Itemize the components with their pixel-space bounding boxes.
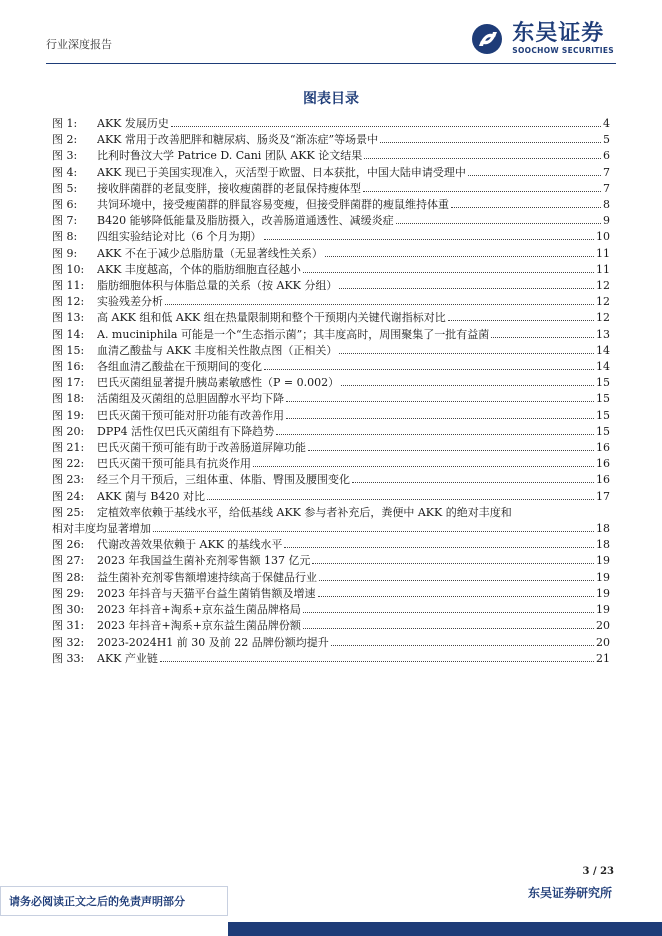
toc-entry-label: 图 2: — [52, 133, 78, 147]
toc-entry-page: 19 — [596, 554, 610, 568]
toc-entry[interactable] — [52, 602, 610, 618]
toc-entry-label: 图 5: — [52, 181, 78, 195]
toc-title: 图表目录 — [303, 91, 359, 107]
toc-entry-text: 各组血清乙酸盐在干预期间的变化 — [97, 360, 262, 374]
toc-entry[interactable] — [52, 262, 610, 278]
toc-entry[interactable] — [52, 489, 610, 505]
toc-entry-text: 脂肪细胞体积与体脂总量的关系（按 AKK 分组） — [97, 279, 338, 293]
toc-entry-text: 巴氏灭菌干预可能具有抗炎作用 — [97, 457, 251, 471]
toc-entry-page: 12 — [596, 295, 610, 309]
toc-entry-text: 2023-2024H1 前 30 及前 22 品牌份额均提升 — [97, 635, 329, 649]
toc-entry-text: 四组实验结论对比（6 个月为期） — [97, 230, 262, 244]
toc-entry[interactable] — [52, 505, 610, 537]
toc-entry[interactable] — [52, 440, 610, 456]
toc-entry-text: 活菌组及灭菌组的总胆固醇水平均下降 — [97, 392, 284, 406]
toc-entry-page: 16 — [596, 473, 610, 487]
toc-leader-dots — [363, 191, 601, 192]
toc-entry-label: 图 3: — [52, 149, 78, 163]
table-of-figures — [52, 116, 610, 667]
toc-entry-page: 12 — [596, 279, 610, 293]
toc-leader-dots — [380, 142, 601, 143]
toc-entry-label: 图 11: — [52, 279, 85, 293]
toc-entry[interactable] — [52, 294, 610, 310]
toc-entry[interactable] — [52, 310, 610, 326]
toc-entry-label: 图 29: — [52, 586, 85, 600]
toc-entry[interactable] — [52, 327, 610, 343]
toc-entry[interactable] — [52, 197, 610, 213]
toc-entry-page: 18 — [596, 538, 610, 552]
toc-leader-dots — [171, 126, 601, 127]
toc-leader-dots — [451, 207, 601, 208]
toc-entry-text: 益生菌补充剂零售额增速持续高于保健品行业 — [97, 570, 317, 584]
toc-entry[interactable] — [52, 408, 610, 424]
toc-entry-text: 血清乙酸盐与 AKK 丰度相关性散点图（正相关） — [97, 343, 338, 357]
toc-entry[interactable] — [52, 148, 610, 164]
toc-entry-page: 19 — [596, 570, 610, 584]
toc-entry-page: 7 — [603, 165, 610, 179]
toc-leader-dots — [341, 385, 594, 386]
institute-name: 东吴证券研究所 — [527, 886, 612, 900]
toc-leader-dots — [491, 337, 594, 338]
toc-entry-label: 图 4: — [52, 165, 78, 179]
report-type-label: 行业深度报告 — [46, 38, 112, 51]
toc-entry-page: 18 — [596, 522, 610, 536]
disclaimer-text: 请务必阅读正文之后的免责声明部分 — [9, 895, 185, 908]
toc-entry[interactable] — [52, 213, 610, 229]
toc-entry-text: 2023 年我国益生菌补充剂零售额 137 亿元 — [97, 554, 311, 568]
toc-entry-label: 图 27: — [52, 554, 85, 568]
toc-entry[interactable] — [52, 116, 610, 132]
toc-entry-label: 图 6: — [52, 198, 78, 212]
toc-entry-label: 图 17: — [52, 376, 85, 390]
toc-leader-dots — [318, 596, 595, 597]
toc-leader-dots — [303, 628, 594, 629]
toc-leader-dots — [284, 547, 594, 548]
toc-entry-text: 2023 年抖音+淘系+京东益生菌品牌格局 — [97, 603, 301, 617]
toc-leader-dots — [325, 256, 594, 257]
page-number: 3 / 23 — [582, 866, 614, 877]
toc-entry-text: 2023 年抖音与天猫平台益生菌销售额及增速 — [97, 586, 316, 600]
brand-name-en: SOOCHOW SECURITIES — [512, 46, 614, 55]
toc-entry-text: 比利时鲁汶大学 Patrice D. Cani 团队 AKK 论文结果 — [97, 149, 363, 163]
toc-entry-text: AKK 不在于减少总脂肪量（无显著线性关系） — [97, 246, 323, 260]
toc-entry-page: 9 — [603, 214, 610, 228]
toc-entry-text: 定植效率依赖于基线水平，给低基线 AKK 参与者补充后，粪便中 AKK 的绝对丰度和 — [97, 505, 512, 519]
toc-leader-dots — [153, 531, 594, 532]
toc-entry-text: 巴氏灭菌干预可能有助于改善肠道屏障功能 — [97, 441, 306, 455]
toc-entry-text: DPP4 活性仅巴氏灭菌组有下降趋势 — [97, 424, 275, 438]
toc-leader-dots — [160, 661, 594, 662]
toc-leader-dots — [253, 466, 594, 467]
toc-entry-page: 14 — [596, 343, 610, 357]
toc-entry-label: 图 20: — [52, 424, 85, 438]
toc-entry-page: 21 — [596, 651, 610, 665]
toc-leader-dots — [331, 645, 594, 646]
toc-entry-page: 16 — [596, 441, 610, 455]
toc-entry-page: 13 — [596, 327, 610, 341]
toc-leader-dots — [276, 434, 594, 435]
toc-entry-text: AKK 产业链 — [97, 651, 158, 665]
toc-leader-dots — [207, 499, 594, 500]
toc-leader-dots — [364, 158, 601, 159]
toc-entry[interactable] — [52, 391, 610, 407]
soochow-logo-icon — [470, 22, 506, 56]
toc-entry-text: B420 能够降低能量及脂肪摄入，改善肠道通透性、减缓炎症 — [97, 214, 394, 228]
toc-leader-dots — [303, 612, 594, 613]
toc-entry-text: 2023 年抖音+淘系+京东益生菌品牌份额 — [97, 619, 301, 633]
toc-entry-page: 20 — [596, 619, 610, 633]
toc-entry-label: 图 15: — [52, 343, 85, 357]
toc-leader-dots — [319, 580, 594, 581]
toc-leader-dots — [396, 223, 601, 224]
toc-entry-label: 图 28: — [52, 570, 85, 584]
toc-entry-text: AKK 丰度越高，个体的脂肪细胞直径越小 — [97, 262, 301, 276]
toc-entry[interactable] — [52, 343, 610, 359]
toc-entry-label: 图 14: — [52, 327, 85, 341]
toc-entry-label: 图 1: — [52, 117, 78, 130]
toc-entry-label: 图 9: — [52, 246, 78, 260]
toc-leader-dots — [352, 482, 594, 483]
toc-entry-text: 巴氏灭菌组显著提升胰岛素敏感性（P = 0.002） — [97, 376, 340, 390]
toc-entry-text-cont: 相对丰度均显著增加 — [52, 522, 151, 536]
toc-entry-page: 15 — [596, 392, 610, 406]
toc-entry[interactable] — [52, 635, 610, 651]
toc-entry-text: 巴氏灭菌干预可能对肝功能有改善作用 — [97, 408, 284, 422]
toc-entry-text: AKK 现已于美国实现准入，灭活型于欧盟、日本获批，中国大陆申请受理中 — [97, 165, 466, 179]
toc-entry[interactable] — [52, 586, 610, 602]
toc-entry-page: 5 — [603, 133, 610, 147]
toc-entry-text: 实验残差分析 — [97, 295, 163, 309]
brand-logo-block — [470, 22, 614, 56]
toc-entry-page: 4 — [603, 117, 610, 130]
toc-entry[interactable] — [52, 537, 610, 553]
toc-entry-label: 图 33: — [52, 651, 85, 665]
toc-entry-page: 8 — [603, 198, 610, 212]
toc-entry-label: 图 30: — [52, 603, 85, 617]
toc-entry-page: 19 — [596, 586, 610, 600]
toc-entry[interactable] — [52, 132, 610, 148]
toc-entry-label: 图 25: — [52, 505, 85, 519]
toc-entry-page: 20 — [596, 635, 610, 649]
toc-entry-page: 7 — [603, 181, 610, 195]
toc-entry-page: 6 — [603, 149, 610, 163]
toc-leader-dots — [448, 320, 594, 321]
disclaimer-notice — [0, 886, 228, 916]
toc-entry[interactable] — [52, 165, 610, 181]
toc-leader-dots — [286, 418, 594, 419]
toc-entry-label: 图 16: — [52, 360, 85, 374]
header-divider — [46, 63, 616, 64]
toc-entry-page: 15 — [596, 376, 610, 390]
toc-leader-dots — [308, 450, 594, 451]
toc-entry[interactable] — [52, 472, 610, 488]
toc-entry-page: 15 — [596, 408, 610, 422]
toc-entry-label: 图 12: — [52, 295, 85, 309]
toc-entry[interactable] — [52, 375, 610, 391]
toc-entry-label: 图 24: — [52, 489, 85, 503]
toc-entry-page: 10 — [596, 230, 610, 244]
toc-entry-label: 图 32: — [52, 635, 85, 649]
toc-entry[interactable] — [52, 553, 610, 569]
toc-entry-text: AKK 菌与 B420 对比 — [97, 489, 205, 503]
toc-entry-text: 经三个月干预后，三组体重、体脂、臀围及腰围变化 — [97, 473, 350, 487]
toc-entry-page: 11 — [596, 262, 610, 276]
toc-entry-label: 图 21: — [52, 441, 85, 455]
toc-leader-dots — [468, 175, 601, 176]
toc-entry-page: 12 — [596, 311, 610, 325]
toc-entry-text: 高 AKK 组和低 AKK 组在热量限制期和整个干预期内关键代谢指标对比 — [97, 311, 446, 325]
toc-entry[interactable] — [52, 246, 610, 262]
toc-leader-dots — [264, 239, 595, 240]
toc-entry-label: 图 22: — [52, 457, 85, 471]
toc-entry-label: 图 10: — [52, 262, 85, 276]
toc-entry-label: 图 7: — [52, 214, 78, 228]
toc-leader-dots — [264, 369, 594, 370]
toc-entry-text: 代谢改善效果依赖于 AKK 的基线水平 — [97, 538, 283, 552]
toc-entry-page: 16 — [596, 457, 610, 471]
toc-entry-label: 图 8: — [52, 230, 78, 244]
toc-entry[interactable] — [52, 651, 610, 667]
toc-entry[interactable] — [52, 424, 610, 440]
toc-leader-dots — [339, 353, 594, 354]
toc-leader-dots — [339, 288, 594, 289]
toc-entry-page: 17 — [596, 489, 610, 503]
toc-entry-page: 15 — [596, 424, 610, 438]
toc-entry[interactable] — [52, 570, 610, 586]
toc-entry-page: 19 — [596, 603, 610, 617]
toc-leader-dots — [303, 272, 594, 273]
brand-name-cn: 东吴证券 — [512, 21, 605, 46]
toc-entry-label: 图 13: — [52, 311, 85, 325]
toc-entry[interactable] — [52, 278, 610, 294]
toc-entry[interactable] — [52, 618, 610, 634]
toc-entry-label: 图 18: — [52, 392, 85, 406]
toc-entry-page: 11 — [596, 246, 610, 260]
toc-entry-label: 图 31: — [52, 619, 85, 633]
toc-entry-page: 14 — [596, 360, 610, 374]
toc-entry-text: A. muciniphila 可能是一个“生态指示菌”；其丰度高时，周围聚集了一批有益菌 — [97, 327, 490, 341]
footer-band-gap — [0, 922, 228, 936]
toc-leader-dots — [286, 401, 594, 402]
toc-entry[interactable] — [52, 359, 610, 375]
toc-entry-text: 共饲环境中，接受瘦菌群的胖鼠容易变瘦，但接受胖菌群的瘦鼠维持体重 — [97, 198, 449, 212]
toc-entry-text: AKK 常用于改善肥胖和糖尿病、肠炎及“渐冻症”等场景中 — [97, 133, 379, 147]
toc-entry-label: 图 19: — [52, 408, 85, 422]
toc-leader-dots — [165, 304, 594, 305]
toc-entry-text: AKK 发展历史 — [97, 117, 169, 130]
toc-entry[interactable] — [52, 181, 610, 197]
toc-entry[interactable] — [52, 456, 610, 472]
toc-entry-text: 接收胖菌群的老鼠变胖，接收瘦菌群的老鼠保持瘦体型 — [97, 181, 361, 195]
toc-entry-label: 图 23: — [52, 473, 85, 487]
toc-entry[interactable] — [52, 229, 610, 245]
toc-entry-label: 图 26: — [52, 538, 85, 552]
toc-leader-dots — [312, 563, 594, 564]
